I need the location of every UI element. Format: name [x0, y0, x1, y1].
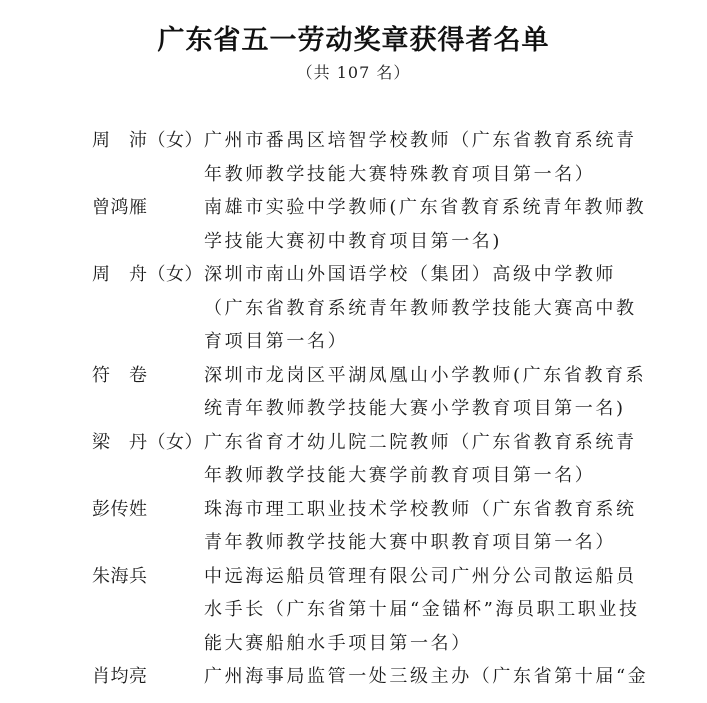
awardee-description: 深圳市南山外国语学校（集团）高级中学教师（广东省教育系统青年教师教学技能大赛高中教育项目第一名） [204, 264, 637, 352]
list-item [92, 191, 652, 258]
awardee-name: 周 沛（女） [92, 130, 203, 151]
list-item [92, 258, 652, 359]
awardee-description: 广州海事局监管一处三级主办（广东省第十届“金 [204, 666, 649, 687]
list-item [92, 124, 652, 191]
list-item [92, 359, 652, 426]
list-item [92, 560, 652, 661]
awardee-description: 珠海市理工职业技术学校教师（广东省教育系统青年教师教学技能大赛中职教育项目第一名） [204, 498, 637, 553]
awardee-description: 广东省育才幼儿院二院教师（广东省教育系统青年教师教学技能大赛学前教育项目第一名） [204, 431, 637, 486]
awardee-description: 南雄市实验中学教师(广东省教育系统青年教师教学技能大赛初中教育项目第一名) [204, 197, 647, 252]
awardee-description: 深圳市龙岗区平湖凤凰山小学教师(广东省教育系统青年教师教学技能大赛小学教育项目第一名) [204, 364, 647, 419]
awardee-name: 朱海兵 [92, 565, 148, 587]
list-item [92, 493, 652, 560]
awardee-name: 梁 丹（女） [92, 431, 203, 453]
awardee-name: 周 舟（女） [92, 264, 203, 285]
document-title: 广东省五一劳动奖章获得者名单 [157, 25, 550, 56]
awardee-description: 广州市番禺区培智学校教师（广东省教育系统青年教师教学技能大赛特殊教育项目第一名） [204, 130, 637, 185]
document-subtitle: （共 107 名） [296, 63, 411, 82]
awardee-list [92, 124, 652, 694]
list-item [92, 660, 652, 694]
list-item [92, 426, 652, 493]
awardee-description: 中远海运船员管理有限公司广州分公司散运船员水手长（广东省第十届“金锚杯”海员职工职业技能大赛船舶水手项目第一名） [204, 565, 640, 654]
awardee-name: 肖均亮 [92, 666, 148, 687]
awardee-name: 符 卷 [92, 364, 148, 386]
awardee-name: 曾鸿雁 [92, 197, 148, 218]
awardee-name: 彭传姓 [92, 498, 148, 520]
